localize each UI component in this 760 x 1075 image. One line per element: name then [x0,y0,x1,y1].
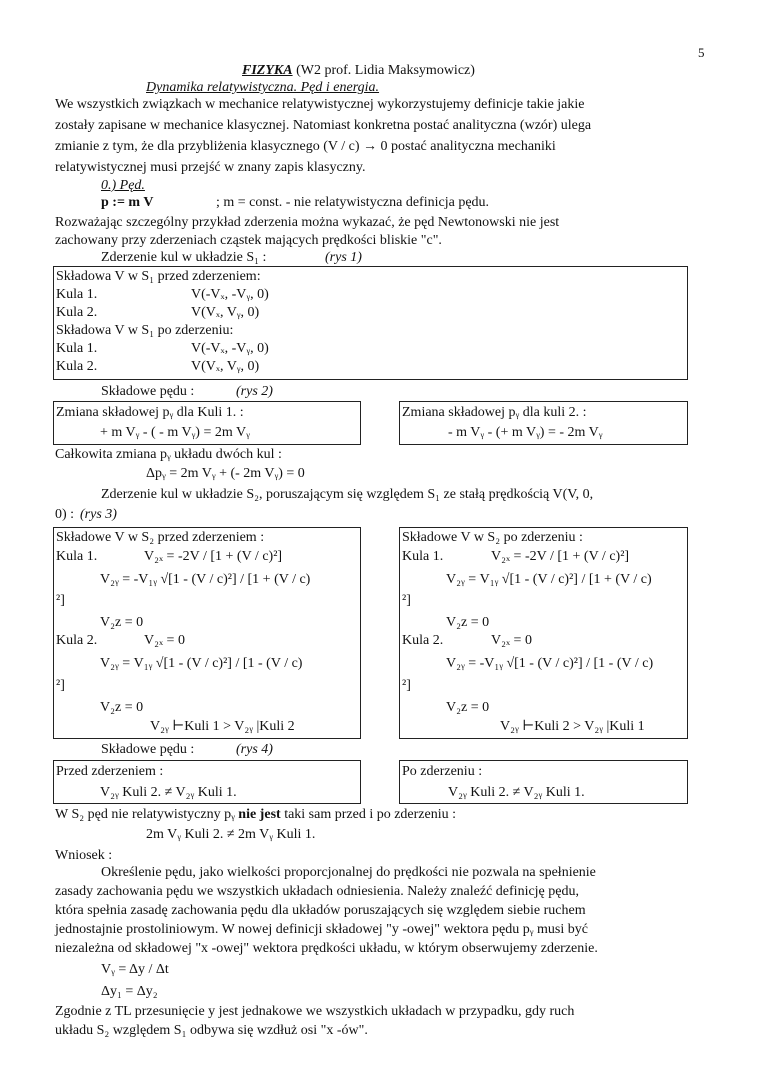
box-line: Przed zderzeniem : [56,764,164,779]
ball-label: Kula 2. [56,359,98,374]
formula-wrap: ²] [402,678,411,693]
ball-label: Kula 1. [56,341,98,356]
momentum-components-label: Składowe pędu : [101,742,195,757]
box-title: Składowe V w S₂ po zderzeniu : [402,530,583,545]
paragraph-line: Zderzenie kul w układzie S₂, poruszającym się względem S₁ ze stałą prędkością V(V, 0, [101,487,594,502]
ball-label: Kula 1. [56,549,98,564]
conclusion-line: układu S₂ względem S₁ odbywa się wzdłuż osi "x -ów". [55,1023,368,1038]
formula: + m Vᵧ - ( - m Vᵧ) = 2m Vᵧ [100,425,250,440]
ws2-pre: W S₂ pęd nie relatywistyczny pᵧ [55,807,239,822]
header-title: FIZYKA [242,63,293,78]
velocity-vector: V(-Vₓ, -Vᵧ, 0) [191,341,269,356]
formula: V₂ᵧ Kuli 2. ≠ V₂ᵧ Kuli 1. [100,785,237,800]
formula: V₂ₓ = -2V / [1 + (V / c)²] [144,549,283,564]
comparison: V₂ᵧ ⊢Kuli 1 > V₂ᵧ |Kuli 2 [150,719,295,734]
intro-line: relatywistycznej musi przejść w znany zapis klasyczny. [55,160,366,175]
formula-wrap: ²] [56,593,65,608]
box-line: Składowa V w S₁ po zderzeniu: [56,323,234,338]
ws2-bold: nie jest [238,807,281,822]
velocity-vector: V(Vₓ, Vᵧ, 0) [191,305,260,320]
conclusion-line: która spełnia zasadę zachowania pędu dla układów poruszających się względem siebie ruchem [55,903,586,918]
formula: V₂ᵧ = -V₁ᵧ √[1 - (V / c)²] / [1 - (V / c) [446,656,654,671]
paragraph-line: Rozważając szczególny przykład zderzenia można wykazać, że pęd Newtonowski nie jest [55,215,560,230]
conclusion-line: zasady zachowania pędu we wszystkich układach odniesienia. Należy znaleźć definicję pędu, [55,884,579,899]
box-line: Zmiana składowej pᵧ dla kuli 2. : [402,405,587,420]
ws2-post: taki sam przed i po zderzeniu : [280,807,457,822]
ws2-statement [55,806,456,825]
intro-line: zostały zapisane w mechanice klasycznej. Natomiast konkretna postać analityczna (wzór) ulega [55,118,592,133]
formula: V₂z = 0 [100,615,144,630]
formula: V₂ₓ = 0 [491,633,532,648]
formula: V₂ᵧ Kuli 2. ≠ V₂ᵧ Kuli 1. [448,785,585,800]
formula: V₂ᵧ = V₁ᵧ √[1 - (V / c)²] / [1 - (V / c) [100,656,303,671]
s2-before-collision-box [53,527,361,739]
page-header [242,62,475,81]
formula: V₂ᵧ = V₁ᵧ √[1 - (V / c)²] / [1 + (V / c) [446,572,652,587]
paragraph-line: Całkowita zmiana pᵧ układu dwóch kul : [55,447,282,462]
formula-wrap: ²] [402,593,411,608]
ball-label: Kula 1. [402,549,444,564]
formula: 2m Vᵧ Kuli 2. ≠ 2m Vᵧ Kuli 1. [146,827,316,842]
after-collision-box [399,760,688,804]
conclusion-line: jednostajnie prostoliniowym. W nowej definicji składowej "y -owej" wektora pędu pᵧ musi być [55,922,588,937]
before-collision-box [53,760,361,804]
paragraph-line: 0) : [55,507,75,522]
ball1-momentum-change-box [53,401,361,445]
s1-collision-title: Zderzenie kul w układzie S₁ : [101,250,267,265]
velocity-vector: V(-Vₓ, -Vᵧ, 0) [191,287,269,302]
formula: Δy₁ = Δy₂ [101,984,158,999]
page-number: 5 [698,45,705,60]
formula: Δpᵧ = 2m Vᵧ + (- 2m Vᵧ) = 0 [146,466,305,481]
figure-ref: (rys 4) [236,742,273,757]
conclusion-heading: Wniosek : [55,848,113,863]
comparison: V₂ᵧ ⊢Kuli 2 > V₂ᵧ |Kuli 1 [500,719,645,734]
formula: V₂ᵧ = -V₁ᵧ √[1 - (V / c)²] / [1 + (V / c) [100,572,311,587]
ball-label: Kula 2. [56,633,98,648]
formula-wrap: ²] [56,678,65,693]
figure-ref: (rys 3) [80,507,117,522]
formula: Vᵧ = Δy / Δt [101,962,169,977]
s1-components-box [53,266,688,380]
formula: V₂z = 0 [446,615,490,630]
intro-line: zmianie z tym, że dla przybliżenia klasycznego (V / c) → 0 postać analityczna mechaniki [55,139,556,154]
box-line: Po zderzeniu : [402,764,483,779]
box-title: Składowe V w S₂ przed zderzeniem : [56,530,265,545]
formula: V₂ₓ = -2V / [1 + (V / c)²] [491,549,630,564]
momentum-components-label: Składowe pędu : [101,384,195,399]
section-heading: 0.) Pęd. [101,178,145,193]
intro-line: We wszystkich związkach w mechanice relatywistycznej wykorzystujemy definicje takie jakie [55,97,585,112]
formula: - m Vᵧ - (+ m Vᵧ) = - 2m Vᵧ [448,425,603,440]
momentum-definition-note: ; m = const. - nie relatywistyczna definicja pędu. [216,195,490,210]
header-subtitle: Dynamika relatywistyczna. Pęd i energia. [146,80,380,95]
figure-ref: (rys 2) [236,384,273,399]
conclusion-line: Zgodnie z TL przesunięcie y jest jednakowe we wszystkich układach w przypadku, gdy ruch [55,1004,575,1019]
ball-label: Kula 2. [402,633,444,648]
formula: V₂ₓ = 0 [144,633,185,648]
momentum-definition: p := m V [101,195,154,210]
figure-ref: (rys 1) [325,250,362,265]
conclusion-line: niezależna od składowej "x -owej" wektora prędkości układu, w którym obserwujemy zderzenie. [55,941,598,956]
box-line: Zmiana składowej pᵧ dla Kuli 1. : [56,405,244,420]
header-lecturer: (W2 prof. Lidia Maksymowicz) [292,63,475,78]
formula: V₂z = 0 [446,700,490,715]
ball-label: Kula 2. [56,305,98,320]
s2-after-collision-box [399,527,688,739]
formula: V₂z = 0 [100,700,144,715]
conclusion-line: Określenie pędu, jako wielkości proporcjonalnej do prędkości nie pozwala na spełnienie [101,865,596,880]
box-line: Składowa V w S₁ przed zderzeniem: [56,269,261,284]
ball2-momentum-change-box [399,401,688,445]
velocity-vector: V(Vₓ, Vᵧ, 0) [191,359,260,374]
ball-label: Kula 1. [56,287,98,302]
paragraph-line: zachowany przy zderzeniach cząstek mających prędkości bliskie "c". [55,233,442,248]
